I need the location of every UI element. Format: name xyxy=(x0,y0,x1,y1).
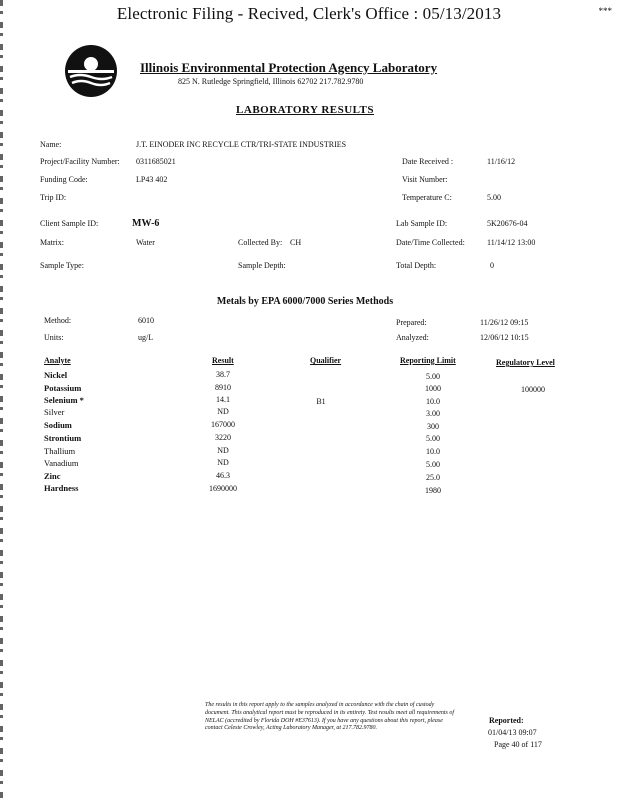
total-depth-label: Total Depth: xyxy=(396,261,437,270)
collected-by-value: CH xyxy=(290,238,302,247)
visit-label: Visit Number: xyxy=(402,175,448,184)
table-row-qualifier: B1 xyxy=(316,397,326,406)
table-row-analyte: Sodium xyxy=(44,420,72,430)
agency-name: Illinois Environmental Protection Agency Laboratory xyxy=(140,60,438,75)
table-row-result: 38.7 xyxy=(216,370,230,379)
table-row-limit: 5.00 xyxy=(426,460,440,469)
table-row-analyte: Vanadium xyxy=(44,458,79,468)
funding-value: LP43 402 xyxy=(136,175,168,184)
table-row-limit: 5.00 xyxy=(426,434,440,443)
table-row-analyte: Silver xyxy=(44,407,65,417)
table-row-result: 3220 xyxy=(215,433,231,442)
prepared-value: 11/26/12 09:15 xyxy=(480,318,529,327)
table-row-result: 1690000 xyxy=(209,484,237,493)
units-value: ug/L xyxy=(138,333,154,342)
scan-edge-artifact xyxy=(0,0,3,800)
table-row-analyte: Thallium xyxy=(44,446,76,456)
report-title: LABORATORY RESULTS xyxy=(236,104,374,116)
filing-banner: Electronic Filing - Recived, Clerk's Office : 05/13/2013 xyxy=(116,4,502,23)
project-label: Project/Facility Number: xyxy=(40,157,120,166)
table-row-limit: 3.00 xyxy=(426,409,440,418)
table-row-result: ND xyxy=(217,446,229,455)
prepared-label: Prepared: xyxy=(396,318,427,327)
metals-section-title: Metals by EPA 6000/7000 Series Methods xyxy=(216,296,394,307)
client-sample-value: MW-6 xyxy=(132,218,160,229)
table-row-result: 14.1 xyxy=(216,395,230,404)
date-collected-value: 11/14/12 13:00 xyxy=(487,238,536,247)
reported-value: 01/04/13 09:07 xyxy=(488,728,537,737)
matrix-value: Water xyxy=(136,238,155,247)
column-header-analyte: Analyte xyxy=(44,356,71,365)
table-row-limit: 10.0 xyxy=(426,397,440,406)
table-row-result: ND xyxy=(217,458,229,467)
page-number: Page 40 of 117 xyxy=(494,740,542,749)
funding-label: Funding Code: xyxy=(40,175,88,184)
lab-sample-value: 5K20676-04 xyxy=(487,219,528,228)
column-header-result: Result xyxy=(212,356,234,365)
project-value: 0311685021 xyxy=(136,157,176,166)
table-row-analyte: Hardness xyxy=(44,483,79,493)
table-row-limit: 5.00 xyxy=(426,372,440,381)
lab-sample-label: Lab Sample ID: xyxy=(396,219,448,228)
analyzed-value: 12/06/12 10:15 xyxy=(480,333,529,342)
method-value: 6010 xyxy=(138,316,154,325)
table-row-limit: 1980 xyxy=(425,486,441,495)
date-collected-label: Date/Time Collected: xyxy=(396,238,465,247)
reported-label: Reported: xyxy=(489,716,524,725)
analyzed-label: Analyzed: xyxy=(396,333,429,342)
table-row-limit: 10.0 xyxy=(426,447,440,456)
matrix-label: Matrix: xyxy=(40,238,64,247)
total-depth-value: 0 xyxy=(490,261,494,270)
units-label: Units: xyxy=(44,333,64,342)
table-row-analyte: Strontium xyxy=(44,433,82,443)
column-header-regulatory-level: Regulatory Level xyxy=(496,358,555,367)
table-row-analyte: Selenium * xyxy=(44,395,84,405)
temperature-label: Temperature C: xyxy=(402,193,452,202)
column-header-qualifier: Qualifier xyxy=(310,356,342,365)
name-label: Name: xyxy=(40,140,62,149)
temperature-value: 5.00 xyxy=(487,193,501,202)
table-row-regulatory: 100000 xyxy=(521,385,545,394)
iepa-logo-icon xyxy=(64,44,118,98)
table-row-result: ND xyxy=(217,407,229,416)
table-row-result: 167000 xyxy=(211,420,235,429)
table-row-limit: 25.0 xyxy=(426,473,440,482)
name-value: J.T. EINODER INC RECYCLE CTR/TRI-STATE INDUSTRIES xyxy=(136,140,347,149)
table-row-analyte: Nickel xyxy=(44,370,68,380)
date-received-label: Date Received : xyxy=(402,157,454,166)
table-row-analyte: Zinc xyxy=(44,471,61,481)
table-row-limit: 1000 xyxy=(425,384,441,393)
trip-label: Trip ID: xyxy=(40,193,67,202)
table-row-limit: 300 xyxy=(427,422,439,431)
sample-depth-label: Sample Depth: xyxy=(238,261,286,270)
table-row-analyte: Potassium xyxy=(44,383,82,393)
page-corner-mark: *** xyxy=(598,6,612,16)
column-header-reporting-limit: Reporting Limit xyxy=(400,356,456,365)
date-received-value: 11/16/12 xyxy=(487,157,516,166)
client-sample-label: Client Sample ID: xyxy=(40,219,99,228)
report-disclaimer: The results in this report apply to the samples analyzed in accordance with the chain of custody document. This analytical report must be reproduced in its entirety. Test results meet all requirements of NELAC (accredited by Florida DOH #E37613). If you have any questions about this report, please contact Celeste Crowley, Acting Laboratory Manager, at 217.782.9780. xyxy=(205,702,455,732)
collected-by-label: Collected By: xyxy=(238,238,283,247)
table-row-result: 46.3 xyxy=(216,471,230,480)
method-label: Method: xyxy=(44,316,72,325)
sample-type-label: Sample Type: xyxy=(40,261,84,270)
table-row-result: 8910 xyxy=(215,383,231,392)
agency-address: 825 N. Rutledge Springfield, Illinois 62702 217.782.9780 xyxy=(178,77,364,86)
